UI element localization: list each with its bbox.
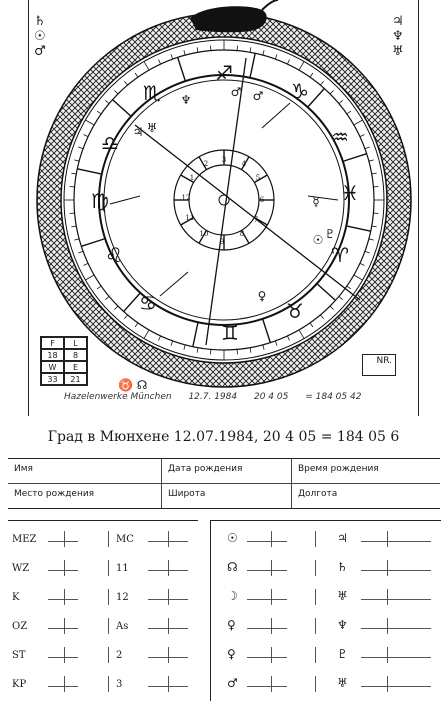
house-table — [8, 520, 198, 701]
birth-data-form — [8, 458, 440, 509]
column-tick — [315, 589, 316, 605]
planet-pluto-glyph: ♇ — [324, 227, 336, 241]
cusp-label: 12 — [116, 592, 129, 603]
column-tick — [315, 560, 316, 576]
house-label: ST — [12, 650, 26, 661]
planet-table — [210, 520, 441, 701]
column-tick — [108, 589, 109, 605]
svg-text:1: 1 — [189, 174, 195, 182]
birthtime-field[interactable]: Время рождения — [291, 459, 440, 483]
table-row — [8, 585, 198, 613]
column-tick — [108, 647, 109, 663]
house-label: K — [12, 592, 20, 603]
column-tick — [168, 676, 169, 692]
column-tick — [315, 647, 316, 663]
entry-line — [361, 599, 431, 600]
entry-line — [361, 686, 431, 687]
column-tick — [387, 589, 388, 605]
element-e-value: 21 — [64, 373, 87, 385]
planet-venus-glyph: ♀ — [257, 289, 267, 303]
corner-glyphs-right: ♃ ♆ ♅ — [392, 14, 404, 59]
sign-virgo-glyph: ♍ — [91, 189, 109, 213]
element-l-value: 8 — [64, 349, 87, 361]
sign-libra-glyph: ♎ — [101, 131, 119, 155]
longitude-field[interactable]: Долгота — [291, 484, 440, 508]
handwritten-line: Hazelenwerke München 12.7. 1984 20 4 05 = 184 05 42 — [64, 392, 362, 402]
table-row — [211, 556, 441, 584]
column-tick — [387, 647, 388, 663]
planet-jupiter-glyph: ♃ — [132, 125, 144, 139]
table-row — [211, 614, 441, 642]
table-row — [8, 614, 198, 642]
planet-symbol: ☽ — [227, 589, 238, 603]
cusp-label: 2 — [116, 650, 123, 661]
sign-capricorn-glyph: ♑ — [291, 79, 309, 103]
entry-line — [361, 657, 431, 658]
svg-text:5: 5 — [255, 174, 261, 182]
column-tick — [168, 618, 169, 634]
svg-text:4: 4 — [241, 160, 247, 168]
planet-symbol: ☉ — [227, 531, 238, 545]
entry-line — [48, 541, 78, 542]
column-tick — [64, 589, 65, 605]
planet-neptune-glyph: ♆ — [180, 93, 192, 107]
sign-scorpio-glyph: ♏ — [143, 81, 161, 105]
entry-line — [247, 570, 287, 571]
sign-aquarius-glyph: ♒ — [331, 125, 349, 149]
house-label: WZ — [12, 563, 30, 574]
cusp-label: 11 — [116, 563, 129, 574]
corner-glyphs-left: ♄ ☉ ♂ — [34, 14, 46, 59]
column-tick — [64, 676, 65, 692]
table-row — [211, 585, 441, 613]
planet-sun-glyph: ☉ — [312, 233, 324, 247]
column-tick — [168, 560, 169, 576]
cusp-label: MC — [116, 534, 134, 545]
table-row — [8, 643, 198, 671]
entry-line — [247, 686, 287, 687]
planet-symbol: ☊ — [227, 560, 238, 574]
column-tick — [168, 589, 169, 605]
column-tick — [271, 647, 272, 663]
planet-mercury-glyph: ☿ — [312, 195, 320, 209]
planet-symbol: ♀ — [227, 618, 236, 632]
latitude-field[interactable]: Широта — [161, 484, 291, 508]
house-label: MEZ — [12, 534, 37, 545]
birthplace-field[interactable]: Место рождения — [14, 489, 95, 499]
entry-line — [48, 599, 78, 600]
svg-text:2: 2 — [203, 160, 209, 168]
planet-symbol: ♀ — [227, 647, 236, 661]
element-grid — [40, 336, 88, 386]
planet-symbol: ♇ — [337, 647, 348, 661]
table-row — [211, 643, 441, 671]
column-tick — [315, 531, 316, 547]
column-tick — [271, 589, 272, 605]
entry-line — [48, 570, 78, 571]
element-f-value: 18 — [41, 349, 64, 361]
column-tick — [64, 560, 65, 576]
planet-symbol: ♅ — [337, 676, 348, 690]
entry-line — [247, 541, 287, 542]
sign-cancer-glyph: ♋ — [139, 291, 157, 315]
bottom-glyphs: ♉ ☊ — [118, 378, 148, 392]
column-tick — [108, 560, 109, 576]
entry-line — [361, 541, 431, 542]
element-w: W — [41, 361, 64, 373]
table-row — [211, 672, 441, 700]
entry-line — [361, 570, 431, 571]
house-label: OZ — [12, 621, 28, 632]
column-tick — [64, 618, 65, 634]
planet-symbol: ♃ — [337, 531, 348, 545]
entry-line — [247, 657, 287, 658]
column-tick — [108, 676, 109, 692]
column-tick — [271, 618, 272, 634]
caption: Град в Мюнхене 12.07.1984, 20 4 05 = 184 05 6 — [47, 429, 400, 445]
birthdate-field[interactable]: Дата рождения — [161, 459, 291, 483]
element-l: L — [64, 337, 87, 349]
entry-line — [247, 599, 287, 600]
entry-line — [48, 628, 78, 629]
column-tick — [315, 618, 316, 634]
planet-symbol: ♆ — [337, 618, 348, 632]
column-tick — [64, 647, 65, 663]
column-tick — [64, 531, 65, 547]
cusp-label: 3 — [116, 679, 123, 690]
column-tick — [387, 560, 388, 576]
column-tick — [271, 531, 272, 547]
planet-symbol: ♂ — [227, 676, 238, 690]
planet-uranus-glyph: ♅ — [146, 121, 158, 135]
column-tick — [271, 560, 272, 576]
column-tick — [387, 618, 388, 634]
table-row — [8, 672, 198, 700]
svg-text:12: 12 — [181, 194, 191, 202]
house-label: KP — [12, 679, 27, 690]
cusp-label: As — [116, 621, 129, 632]
planet-symbol: ♅ — [337, 589, 348, 603]
element-e: E — [64, 361, 87, 373]
name-field[interactable]: Имя — [14, 464, 33, 474]
svg-text:9: 9 — [219, 238, 225, 246]
column-tick — [168, 531, 169, 547]
svg-text:7: 7 — [253, 216, 259, 224]
svg-text:10: 10 — [199, 230, 209, 238]
table-row — [211, 527, 441, 555]
svg-text:8: 8 — [239, 230, 245, 238]
planet-mars-glyph: ♂ — [230, 85, 242, 99]
column-tick — [168, 647, 169, 663]
serpent-head — [190, 6, 267, 32]
nr-box: NR. — [362, 354, 396, 376]
sign-sagittarius-glyph: ♐ — [215, 61, 233, 85]
svg-text:3: 3 — [221, 156, 227, 164]
column-tick — [387, 531, 388, 547]
table-row — [8, 556, 198, 584]
entry-line — [48, 686, 78, 687]
element-w-value: 33 — [41, 373, 64, 385]
entry-line — [361, 628, 431, 629]
column-tick — [271, 676, 272, 692]
column-tick — [108, 618, 109, 634]
planet-mars2-glyph: ♂ — [252, 89, 264, 103]
sign-leo-glyph: ♌ — [105, 243, 123, 267]
svg-text:11: 11 — [185, 214, 195, 222]
svg-text:6: 6 — [259, 196, 265, 204]
planet-symbol: ♄ — [337, 560, 348, 574]
sign-gemini-glyph: ♊ — [221, 321, 239, 345]
entry-line — [48, 657, 78, 658]
entry-line — [247, 628, 287, 629]
element-f: F — [41, 337, 64, 349]
table-row — [8, 527, 198, 555]
sign-taurus-glyph: ♉ — [286, 299, 304, 323]
sign-aries-glyph: ♈ — [331, 243, 349, 267]
column-tick — [108, 531, 109, 547]
column-tick — [315, 676, 316, 692]
column-tick — [387, 676, 388, 692]
sign-pisces-glyph: ♓ — [341, 181, 359, 205]
